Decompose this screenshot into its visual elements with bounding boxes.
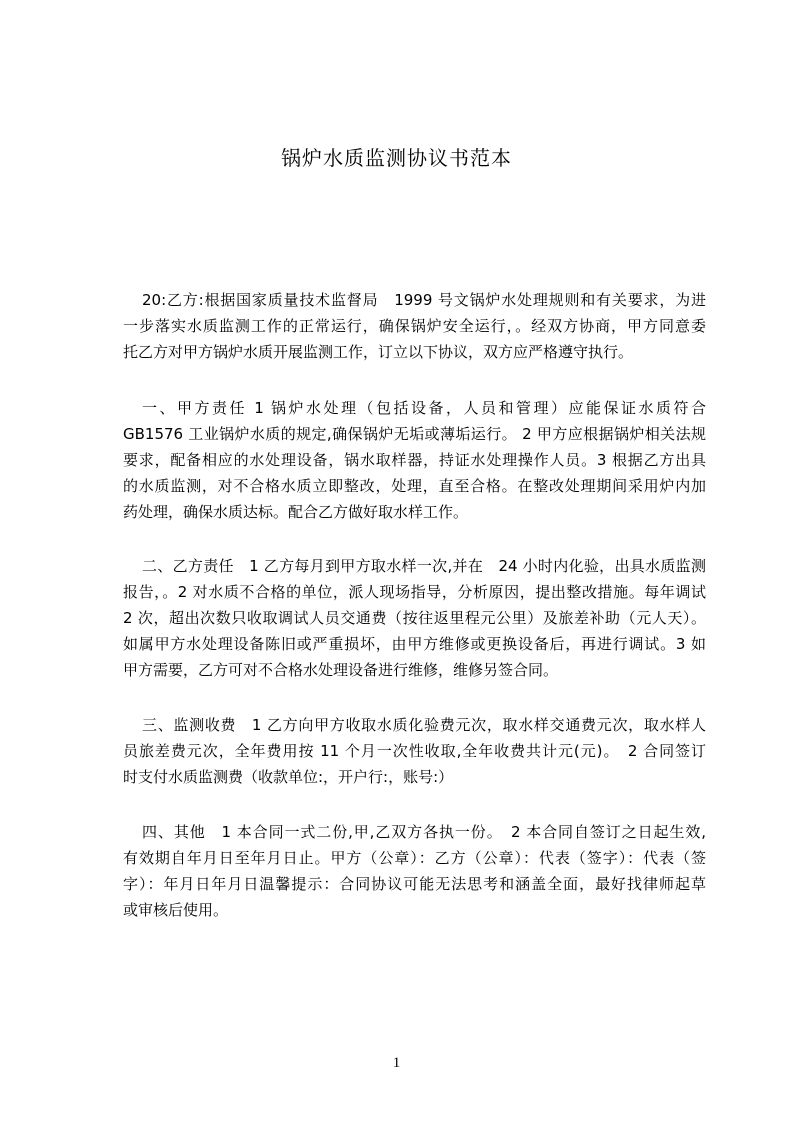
text-line: 一、甲方责任 1 锅炉水处理（包括设备，人员和管理）应能保证水质符合 (142, 399, 706, 417)
page-number: 1 (392, 1055, 401, 1071)
text-line: 如属甲方水处理设备陈旧或严重损坏，由甲方维修或更换设备后，再进行调试。3 如 (123, 635, 706, 653)
text-line: 员旅差费元次，全年费用按 11 个月一次性收取,全年收费共计元(元)。 2 合同签订 (123, 742, 706, 760)
text-line: 药处理，确保水质达标。配合乙方做好取水样工作。 (123, 503, 469, 521)
document-title: 锅炉水质监测协议书范本 (281, 146, 512, 170)
text-line: 三、监测收费 1 乙方向甲方收取水质化验费元次，取水样交通费元次，取水样人 (142, 716, 706, 734)
paragraph-other (123, 819, 706, 923)
text-line: 的水质监测，对不合格水质立即整改，处理，直至合格。在整改处理期间采用炉内加 (123, 477, 706, 495)
paragraph-intro (123, 287, 706, 365)
text-line: 托乙方对甲方锅炉水质开展监测工作，订立以下协议，双方应严格遵守执行。 (123, 343, 634, 361)
text-line: 时支付水质监测费（收款单位:，开户行:，账号:） (123, 768, 454, 786)
text-line: 四、其他 1 本合同一式二份,甲,乙双方各执一份。 2 本合同自签订之日起生效, (142, 823, 706, 841)
text-line: 有效期自年月日至年月日止。甲方（公章）：乙方（公章）：代表（签字）：代表（签 (123, 849, 706, 867)
text-line: GB1576 工业锅炉水质的规定,确保锅炉无垢或薄垢运行。 2 甲方应根据锅炉相关法规 (123, 425, 706, 443)
paragraph-party-b-duties (123, 553, 706, 683)
text-line: 报告，。2 对水质不合格的单位，派人现场指导，分析原因，提出整改措施。每年调试 (123, 583, 706, 601)
paragraph-party-a-duties (123, 395, 706, 525)
text-line: 字）：年月日年月日温馨提示：合同协议可能无法思考和涵盖全面，最好找律师起草 (123, 875, 706, 893)
text-line: 甲方需要，乙方可对不合格水处理设备进行维修，维修另签合同。 (123, 661, 559, 679)
text-line: 要求，配备相应的水处理设备，锅水取样器，持证水处理操作人员。3 根据乙方出具 (123, 451, 706, 469)
text-line: 二、乙方责任 1 乙方每月到甲方取水样一次,并在 24 小时内化验，出具水质监测 (142, 557, 706, 575)
text-line: 20:乙方:根据国家质量技术监督局 1999 号文锅炉水处理规则和有关要求，为进 (142, 291, 706, 309)
text-line: 一步落实水质监测工作的正常运行，确保锅炉安全运行，。经双方协商，甲方同意委 (123, 317, 706, 335)
text-line: 或审核后使用。 (123, 901, 229, 919)
text-line: 2 次，超出次数只收取调试人员交通费（按往返里程元公里）及旅差补助（元人天）。 (123, 609, 706, 627)
paragraph-fees (123, 712, 706, 790)
